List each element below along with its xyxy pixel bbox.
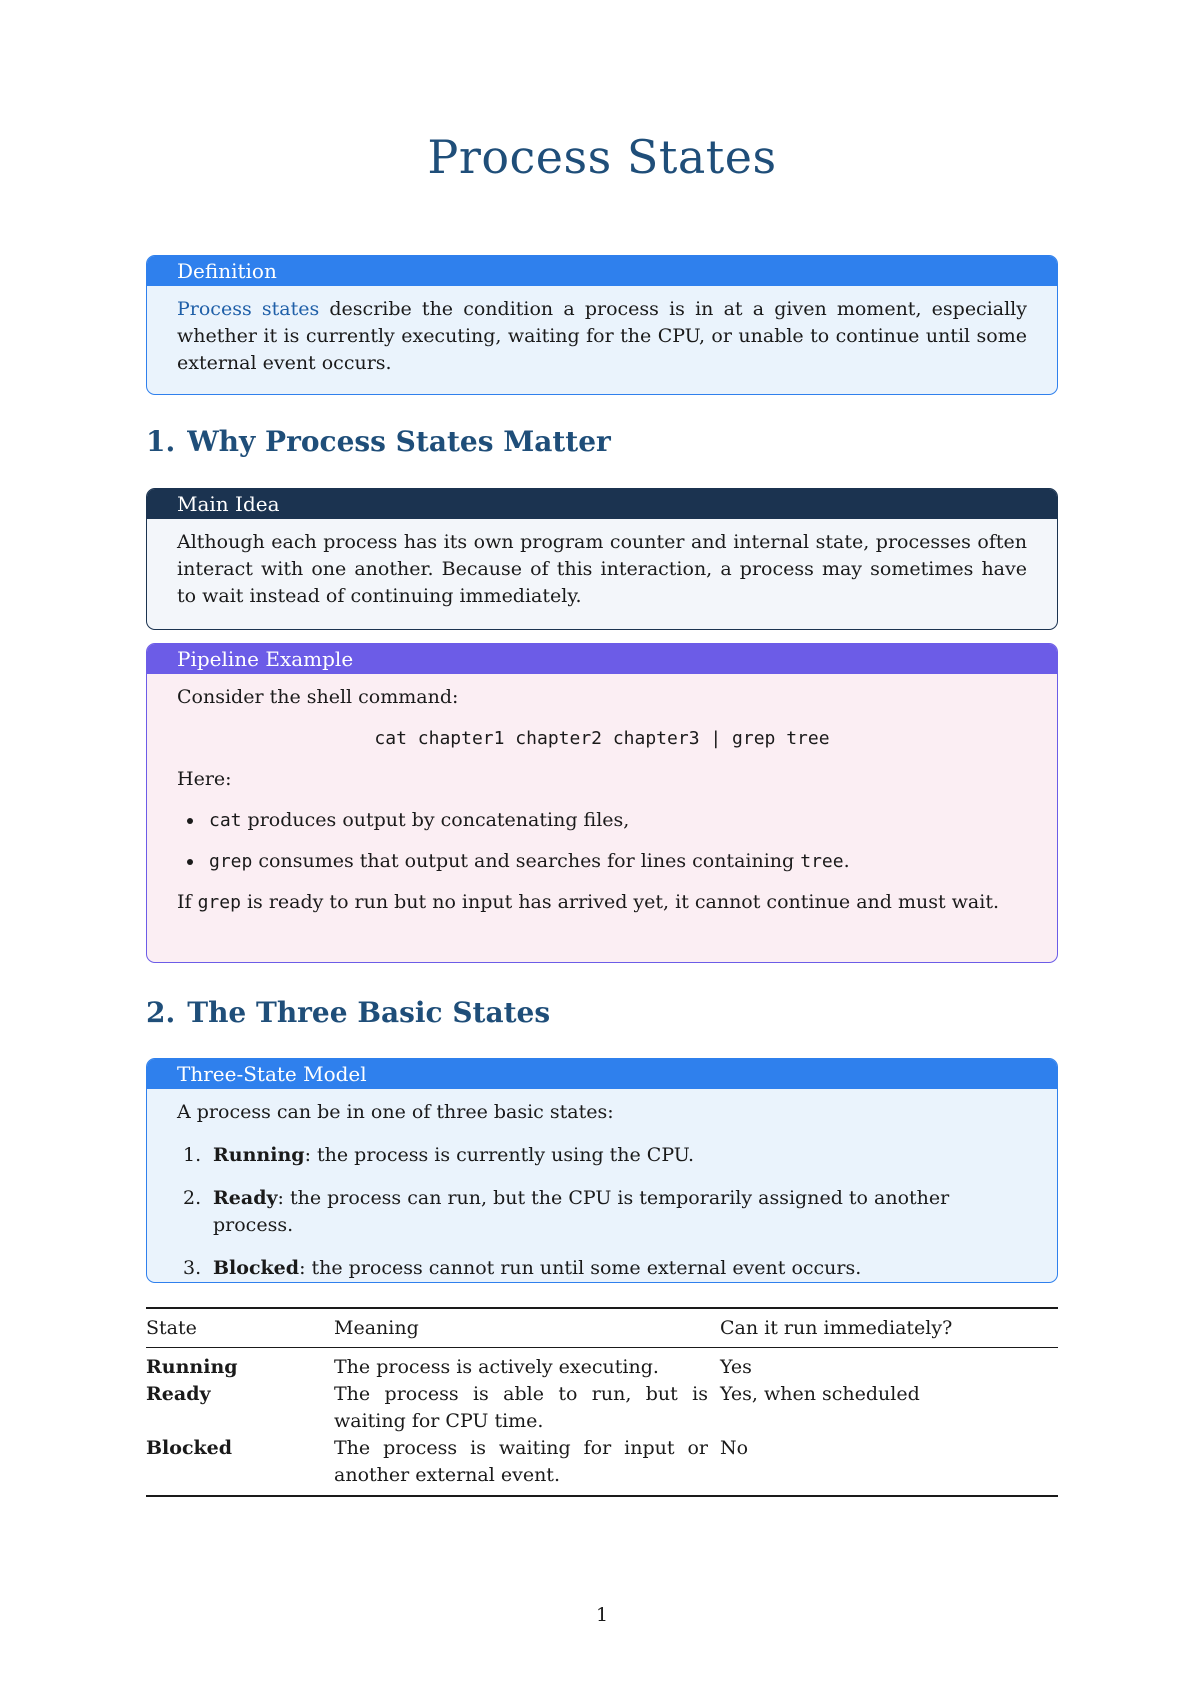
table-cell: Running bbox=[146, 1356, 238, 1378]
closing-text: is ready to run but no input has arrived yet, it cannot continue and must wait. bbox=[240, 891, 999, 913]
main-idea-box bbox=[146, 488, 1058, 630]
definition-box bbox=[146, 255, 1058, 395]
list-item bbox=[177, 1142, 1027, 1169]
state-desc: : the process can run, but the CPU is temporarily assigned to another process. bbox=[213, 1187, 950, 1236]
pipeline-example-box bbox=[146, 643, 1058, 963]
table-cell: The process is actively executing. bbox=[334, 1356, 659, 1378]
bullet-text: produces output by concatenating files, bbox=[241, 809, 630, 831]
pipeline-bullet-list bbox=[177, 807, 1027, 875]
section-heading-2 bbox=[146, 996, 550, 1029]
table-cell: Ready bbox=[146, 1383, 211, 1405]
table-row bbox=[146, 1381, 1058, 1435]
table-header-cell: State bbox=[146, 1308, 334, 1348]
inline-code: grep bbox=[209, 851, 253, 872]
list-item bbox=[177, 848, 1027, 875]
main-idea-box-body: Although each process has its own program counter and internal state, processes often interact with one another. Because of this interaction, a process may sometimes have to wait instead of continuing immediately. bbox=[177, 531, 1027, 607]
section-title: Why Process States Matter bbox=[187, 425, 611, 458]
inline-code: grep bbox=[197, 892, 241, 913]
state-desc: : the process is currently using the CPU. bbox=[304, 1144, 695, 1166]
section-number: 2. bbox=[146, 996, 176, 1029]
table-cell: Yes bbox=[720, 1356, 752, 1378]
table-cell: No bbox=[720, 1435, 1058, 1496]
section-title: The Three Basic States bbox=[187, 996, 551, 1029]
pipeline-example-body bbox=[147, 674, 1057, 928]
list-item bbox=[177, 807, 1027, 834]
state-label: Running bbox=[213, 1144, 305, 1166]
definition-term: Process states bbox=[177, 298, 320, 320]
closing-text-pre: If bbox=[177, 891, 198, 913]
section-number: 1. bbox=[146, 425, 176, 458]
section-heading-1 bbox=[146, 425, 611, 458]
state-label: Blocked bbox=[213, 1257, 300, 1279]
table-row bbox=[146, 1435, 1058, 1496]
page-number: 1 bbox=[595, 1604, 609, 1626]
pipeline-closing bbox=[177, 889, 1027, 916]
definition-box-heading: Definition bbox=[147, 256, 1057, 286]
table-header-cell: Can it run immediately? bbox=[720, 1308, 1058, 1348]
three-state-model-heading: Three-State Model bbox=[147, 1059, 1057, 1089]
pipeline-here: Here: bbox=[177, 768, 232, 790]
table-header-cell: Meaning bbox=[334, 1308, 720, 1348]
table-cell: The process is waiting for input or another external event. bbox=[334, 1435, 720, 1496]
bullet-text: consumes that output and searches for lines containing bbox=[252, 850, 801, 872]
three-state-model-body bbox=[147, 1089, 1057, 1283]
list-number: 1. bbox=[183, 1144, 202, 1166]
bullet-text-end: . bbox=[843, 850, 850, 872]
definition-box-body bbox=[147, 286, 1057, 389]
table-row bbox=[146, 1348, 1058, 1382]
states-table bbox=[146, 1307, 1058, 1497]
pipeline-example-heading: Pipeline Example bbox=[147, 644, 1057, 674]
three-state-intro: A process can be in one of three basic states: bbox=[177, 1101, 614, 1123]
shell-command: cat chapter1 chapter2 chapter3 | grep tree bbox=[374, 728, 830, 749]
main-idea-box-heading: Main Idea bbox=[147, 489, 1057, 519]
table-cell: Yes, when scheduled bbox=[720, 1383, 920, 1405]
table-header-row bbox=[146, 1308, 1058, 1348]
list-number: 3. bbox=[183, 1257, 202, 1279]
inline-code: tree bbox=[800, 851, 844, 872]
list-number: 2. bbox=[183, 1187, 202, 1209]
inline-code: cat bbox=[209, 810, 242, 831]
list-item bbox=[177, 1185, 1027, 1239]
pipeline-intro: Consider the shell command: bbox=[177, 686, 459, 708]
state-list bbox=[177, 1142, 1027, 1282]
table-cell: Blocked bbox=[146, 1435, 334, 1496]
definition-text: describe the condition a process is in at a given moment, especially whether it is currently executing, waiting for the CPU, or unable to continue until some external event occurs. bbox=[177, 298, 1027, 374]
state-desc: : the process cannot run until some external event occurs. bbox=[299, 1257, 862, 1279]
table-cell: The process is able to run, but is waiting for CPU time. bbox=[334, 1383, 708, 1432]
page-title: Process States bbox=[427, 130, 777, 184]
list-item bbox=[177, 1255, 1027, 1282]
three-state-model-box bbox=[146, 1058, 1058, 1283]
state-label: Ready bbox=[213, 1187, 278, 1209]
